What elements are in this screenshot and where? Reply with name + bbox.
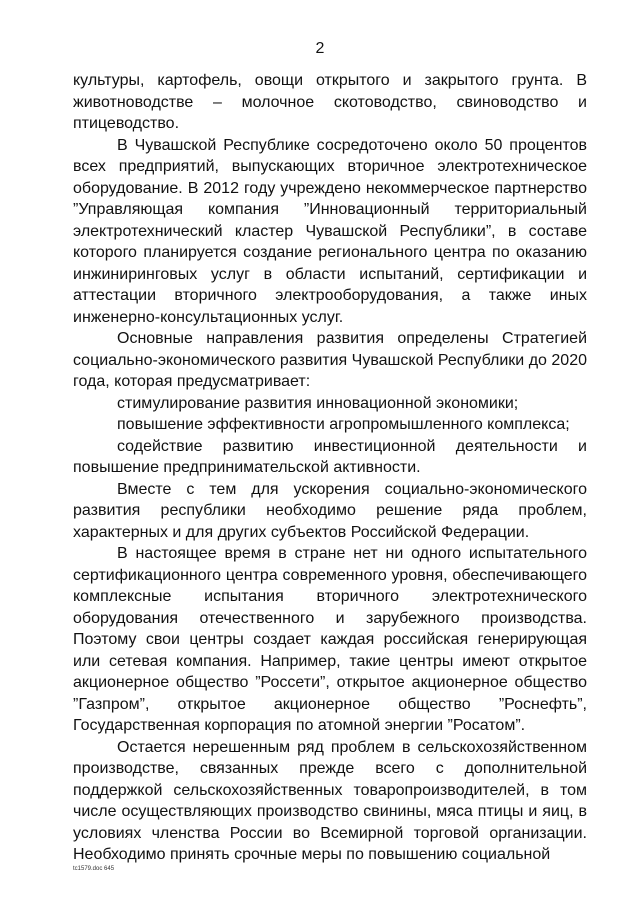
list-item-investment: содействие развитию инвестиционной деятельности и повышение предпринимательской активности. bbox=[73, 437, 587, 476]
paragraph-chuvash-enterprises: В Чувашской Республике сосредоточено около 50 процентов всех предприятий, выпускающих вторичное электротехническое оборудование. В 2012 году учреждено некоммерческое партнерство ”Управляющая компания ”Инновационный территориальный электротехнический кластер Чувашской Республики”, в составе которого планируется создание регионального центра по оказанию инжиниринговых услуг в области испытаний, сертификации и аттестации вторичного электрооборудования, а также иных инженерно-консультационных услуг. bbox=[73, 136, 587, 326]
paragraph-continuation: культуры, картофель, овощи открытого и закрытого грунта. В животноводстве – молочное скотоводство, свиноводство и птицеводство. bbox=[73, 72, 587, 132]
page-number: 2 bbox=[315, 40, 325, 57]
document-body bbox=[73, 70, 587, 866]
paragraph-agriculture-issues: Остается нерешенным ряд проблем в сельскохозяйственном производстве, связанных прежде всего с дополнительной поддержкой сельскохозяйственных товаропроизводителей, в том числе осуществляющих производство свинины, мяса птицы и яиц, в условиях членства России во Всемирной торговой организации. Необходимо принять срочные меры по повышению социальной bbox=[73, 738, 587, 863]
footer-file-code: tc1579.doc 645 bbox=[73, 866, 115, 872]
list-item-innovation: стимулирование развития инновационной экономики; bbox=[117, 394, 519, 412]
paragraph-strategy: Основные направления развития определены Стратегией социально-экономического развития Чувашской Республики до 2020 года, которая предусматривает: bbox=[73, 330, 587, 390]
paragraph-certification-centers: В настоящее время в стране нет ни одного испытательного сертификационного центра современного уровня, обеспечивающего комплексные испытания вторичного электротехнического оборудования отечественного и зарубежного производства. Поэтому свои центры создает каждая российская генерирующая или сетевая компания. Например, такие центры имеют открытое акционерное общество ”Россети”, открытое акционерное общество ”Газпром”, открытое акционерное общество ”Роснефть”, Государственная корпорация по атомной энергии ”Росатом”. bbox=[73, 545, 587, 734]
list-item-agro: повышение эффективности агропромышленного комплекса; bbox=[117, 416, 570, 433]
paragraph-problems: Вместе с тем для ускорения социально-экономического развития республики необходимо решение ряда проблем, характерных и для других субъектов Российской Федерации. bbox=[73, 480, 587, 541]
